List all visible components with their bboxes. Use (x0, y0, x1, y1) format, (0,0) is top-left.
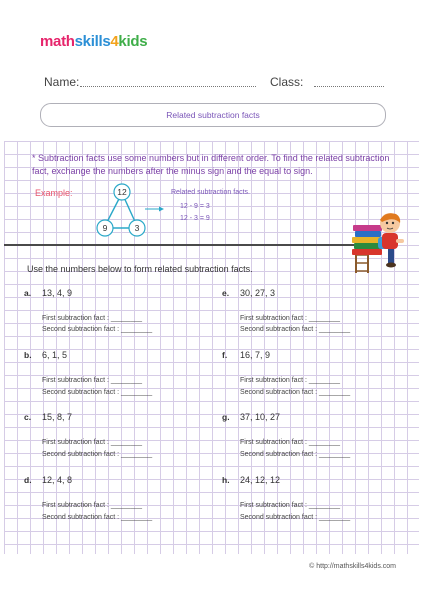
arrow-right-icon (145, 207, 164, 212)
example-fact-1: 12 - 9 = 3 (180, 203, 210, 210)
related-facts-title: Related subtraction facts. (171, 189, 250, 196)
problem-a-numbers: 13, 4, 9 (42, 288, 73, 298)
problem-f-letter: f. (222, 350, 228, 360)
problem-d-numbers: 12, 4, 8 (42, 475, 73, 485)
name-label: Name: (44, 75, 80, 89)
class-field[interactable] (314, 86, 384, 87)
problem-b-second-fact[interactable]: Second subtraction fact : ________ (42, 389, 153, 396)
problem-a-letter: a. (24, 288, 32, 298)
class-label: Class: (270, 75, 304, 89)
problem-d-second-fact[interactable]: Second subtraction fact : ________ (42, 514, 153, 521)
triangle-right-number: 3 (134, 223, 140, 233)
problem-c-first-fact[interactable]: First subtraction fact : ________ (42, 439, 142, 446)
problem-e-numbers: 30, 27, 3 (240, 288, 276, 298)
problem-c-second-fact[interactable]: Second subtraction fact : ________ (42, 451, 153, 458)
name-field[interactable] (80, 86, 256, 87)
problem-b-letter: b. (24, 350, 32, 360)
problem-g-second-fact[interactable]: Second subtraction fact : ________ (240, 451, 351, 458)
problem-c-letter: c. (24, 412, 32, 422)
footer-copyright: © http://mathskills4kids.com (309, 563, 396, 570)
problem-d-letter: d. (24, 475, 32, 485)
problem-f-numbers: 16, 7, 9 (240, 350, 271, 360)
mathskills4kids-logo: mathskills4kids (40, 33, 148, 50)
problem-a-first-fact[interactable]: First subtraction fact : ________ (42, 315, 142, 322)
example-label: Example: (35, 188, 73, 198)
problem-g-numbers: 37, 10, 27 (240, 412, 281, 422)
problem-a-second-fact[interactable]: Second subtraction fact : ________ (42, 326, 153, 333)
problem-e-letter: e. (222, 288, 230, 298)
tip-text: * Subtraction facts use some numbers but in different order. To find the related subtraction fact, exchange the numbers after the minus sign and the equal to sign. (32, 153, 390, 176)
worksheet-title: Related subtraction facts (40, 103, 386, 127)
example-fact-2: 12 - 3 = 9 (180, 215, 210, 222)
problem-e-first-fact[interactable]: First subtraction fact : ________ (240, 315, 340, 322)
problem-b-numbers: 6, 1, 5 (42, 350, 68, 360)
problem-f-second-fact[interactable]: Second subtraction fact : ________ (240, 389, 351, 396)
section-divider (4, 244, 356, 246)
boy-with-books-icon (352, 211, 410, 273)
triangle-left-number: 9 (102, 223, 108, 233)
triangle-top-number: 12 (117, 187, 127, 197)
problem-h-numbers: 24, 12, 12 (240, 475, 281, 485)
problem-g-first-fact[interactable]: First subtraction fact : ________ (240, 439, 340, 446)
problem-f-first-fact[interactable]: First subtraction fact : ________ (240, 377, 340, 384)
problem-b-first-fact[interactable]: First subtraction fact : ________ (42, 377, 142, 384)
triangle-diagram-icon (30, 182, 170, 240)
problem-h-first-fact[interactable]: First subtraction fact : ________ (240, 502, 340, 509)
problem-h-second-fact[interactable]: Second subtraction fact : ________ (240, 514, 351, 521)
problem-g-letter: g. (222, 412, 230, 422)
problem-e-second-fact[interactable]: Second subtraction fact : ________ (240, 326, 351, 333)
problem-h-letter: h. (222, 475, 230, 485)
problem-c-numbers: 15, 8, 7 (42, 412, 73, 422)
instruction-text: Use the numbers below to form related subtraction facts. (27, 264, 253, 274)
problem-d-first-fact[interactable]: First subtraction fact : ________ (42, 502, 142, 509)
